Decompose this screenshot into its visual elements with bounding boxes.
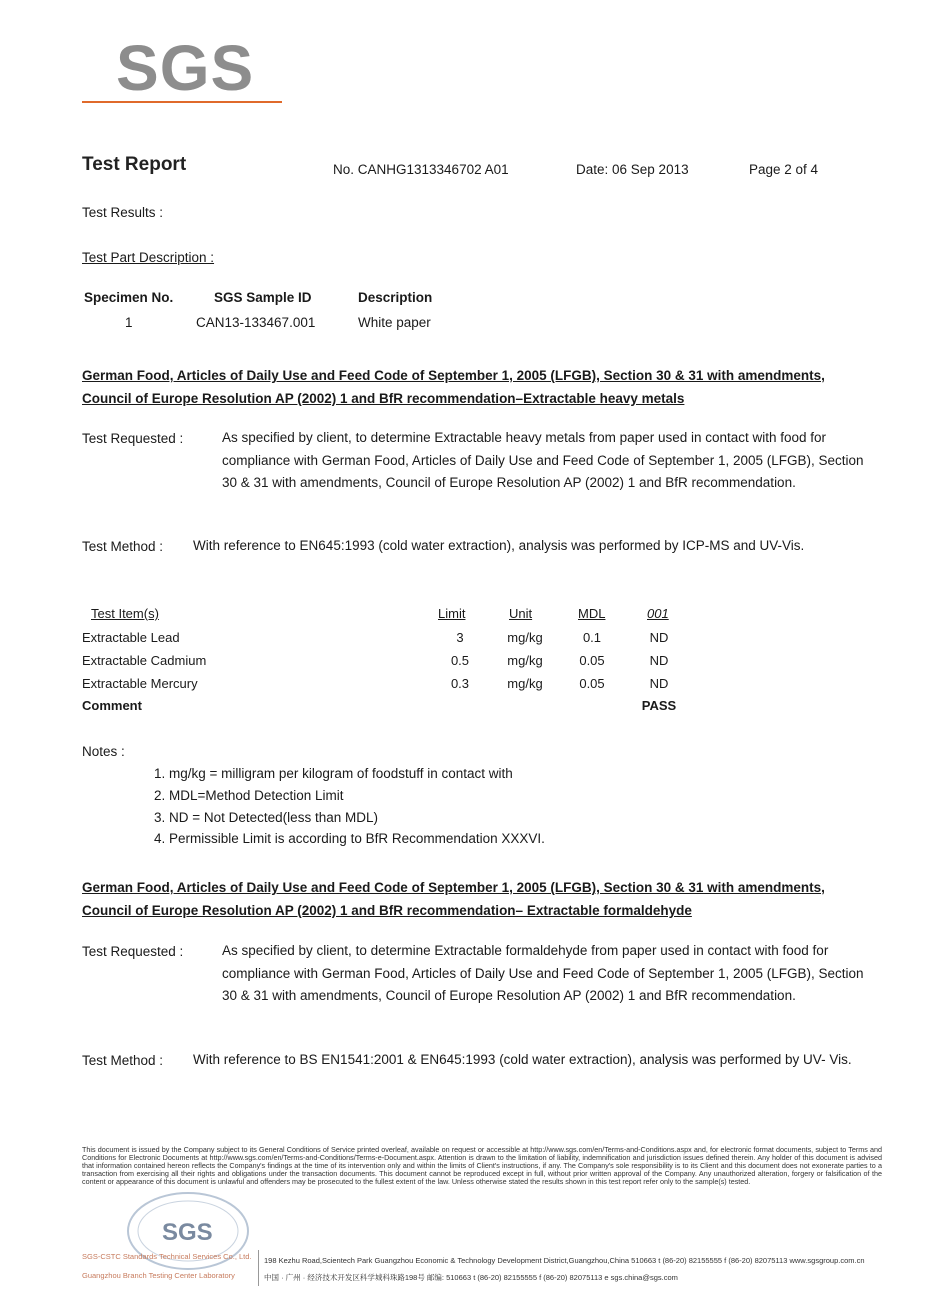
result-row-mdl: 0.05 [579, 653, 605, 668]
sgs-stamp [122, 1186, 254, 1276]
comment-label: Comment [82, 698, 142, 713]
result-row-limit: 3 [456, 630, 464, 645]
result-row-limit: 0.5 [450, 653, 470, 668]
report-number: No. CANHG1313346702 A01 [333, 162, 509, 177]
notes-label: Notes : [82, 744, 125, 759]
page-number: Page 2 of 4 [749, 162, 819, 177]
section-heavy-metals-title: German Food, Articles of Daily Use and Feed Code of September 1, 2005 (LFGB), Section 30 & 31 with amendments, Council of Europe Resolution AP (2002) 1 and BfR recommendation–Extractable heavy metals [82, 368, 825, 406]
footer-divider [258, 1250, 259, 1286]
footer-address-cn: 中国 · 广州 · 经济技术开发区科学城科珠路198号 邮编: 510663 t (86-20) 82155555 f (86-20) 82075113 e sgs.china@sgs.com [264, 1273, 678, 1282]
report-title: Test Report [82, 154, 187, 175]
svg-text:SGS: SGS [116, 32, 255, 104]
sgs-sample-id: CAN13-133467.001 [196, 315, 316, 330]
note-item: 4. Permissible Limit is according to BfR Recommendation XXXVI. [154, 831, 545, 846]
result-row-unit: mg/kg [507, 676, 543, 691]
report-date: Date: 06 Sep 2013 [576, 162, 689, 177]
test-method-text: With reference to EN645:1993 (cold water extraction), analysis was performed by ICP-MS and UV-Vis. [193, 538, 805, 553]
specimen-header-description: Description [358, 290, 433, 305]
test-part-description-label: Test Part Description : [82, 250, 215, 265]
specimen-header-id: SGS Sample ID [214, 290, 312, 305]
test-results-label: Test Results : [82, 205, 164, 220]
test-requested-text: As specified by client, to determine Extractable heavy metals from paper used in contact with food for compliance with German Food, Articles of Daily Use and Feed Code of September 1, 2005 (LFGB), Section 30 & 31 with amendments, Council of Europe Resolution AP (2002) 1 and BfR recommendation. [222, 430, 864, 490]
test-requested-label: Test Requested : [82, 944, 184, 959]
footer-company-name: SGS-CSTC Standards Technical Services Co., Ltd. [82, 1252, 252, 1261]
test-requested-text: As specified by client, to determine Extractable formaldehyde from paper used in contact with food for compliance with German Food, Articles of Daily Use and Feed Code of September 1, 2005 (LFGB), Section 30 & 31 with amendments, Council of Europe Resolution AP (2002) 1 and BfR recommendation. [222, 943, 864, 1003]
footer-address-en: 198 Kezhu Road,Scientech Park Guangzhou Economic & Technology Development District,Guangzhou,China 510663 t (86-20) 82155555 f (86-20) 82075113 www.sgsgroup.com.cn [264, 1256, 865, 1265]
results-header-sample: 001 [647, 606, 669, 621]
results-header-item: Test Item(s) [91, 606, 159, 621]
section-formaldehyde-title: German Food, Articles of Daily Use and Feed Code of September 1, 2005 (LFGB), Section 30 & 31 with amendments, Council of Europe Resolution AP (2002) 1 and BfR recommendation– Extractable formaldehyde [82, 880, 825, 918]
specimen-no: 1 [125, 315, 133, 330]
note-item: 3. ND = Not Detected(less than MDL) [154, 810, 378, 825]
result-row-item: Extractable Lead [82, 630, 180, 645]
comment-value: PASS [641, 698, 677, 713]
result-row-unit: mg/kg [507, 653, 543, 668]
result-row-unit: mg/kg [507, 630, 543, 645]
result-row-sample: ND [649, 676, 669, 691]
svg-text:SGS: SGS [162, 1219, 213, 1246]
sgs-logo [82, 28, 282, 110]
result-row-sample: ND [649, 630, 669, 645]
specimen-description: White paper [358, 315, 431, 330]
note-item: 1. mg/kg = milligram per kilogram of foodstuff in contact with [154, 766, 513, 781]
result-row-item: Extractable Mercury [82, 676, 198, 691]
specimen-header-no: Specimen No. [84, 290, 174, 305]
note-item: 2. MDL=Method Detection Limit [154, 788, 344, 803]
test-method-label: Test Method : [82, 539, 164, 554]
test-requested-label: Test Requested : [82, 431, 184, 446]
result-row-sample: ND [649, 653, 669, 668]
footer-company-branch: Guangzhou Branch Testing Center Laboratory [82, 1271, 235, 1280]
results-header-limit: Limit [438, 606, 466, 621]
results-header-unit: Unit [509, 606, 533, 621]
footer-disclaimer: This document is issued by the Company subject to its General Conditions of Service printed overleaf, available on request or accessible at http://www.sgs.com/en/Terms-and-Conditions.aspx and, for electronic format documents, subject to Terms and Conditions for Electronic Documents at http://www.sgs.com/en/Terms-and-Conditions/Terms-e-Document.aspx. Attention is drawn to the limitation of liability, indemnification and jurisdiction issues defined therein. Any holder of this document is advised that information contained hereon reflects the Company's findings at the time of its intervention only and within the limits of Client's instructions, if any. The Company's sole responsibility is to its Client and this document does not exonerate parties to a transaction from exercising all their rights and obligations under the transaction documents. This document cannot be reproduced except in full, without prior written approval of the Company. Any unauthorized alteration, forgery or falsification of the content or appearance of this document is unlawful and offenders may be prosecuted to the fullest extent of the law. Unless otherwise stated the results shown in this test report refer only to the sample(s) tested. [82, 1145, 882, 1187]
results-header-mdl: MDL [578, 606, 606, 621]
result-row-limit: 0.3 [450, 676, 470, 691]
result-row-item: Extractable Cadmium [82, 653, 207, 668]
result-row-mdl: 0.05 [579, 676, 605, 691]
test-method-label: Test Method : [82, 1053, 164, 1068]
result-row-mdl: 0.1 [582, 630, 602, 645]
test-method-text: With reference to BS EN1541:2001 & EN645:1993 (cold water extraction), analysis was performed by UV- Vis. [193, 1052, 852, 1067]
